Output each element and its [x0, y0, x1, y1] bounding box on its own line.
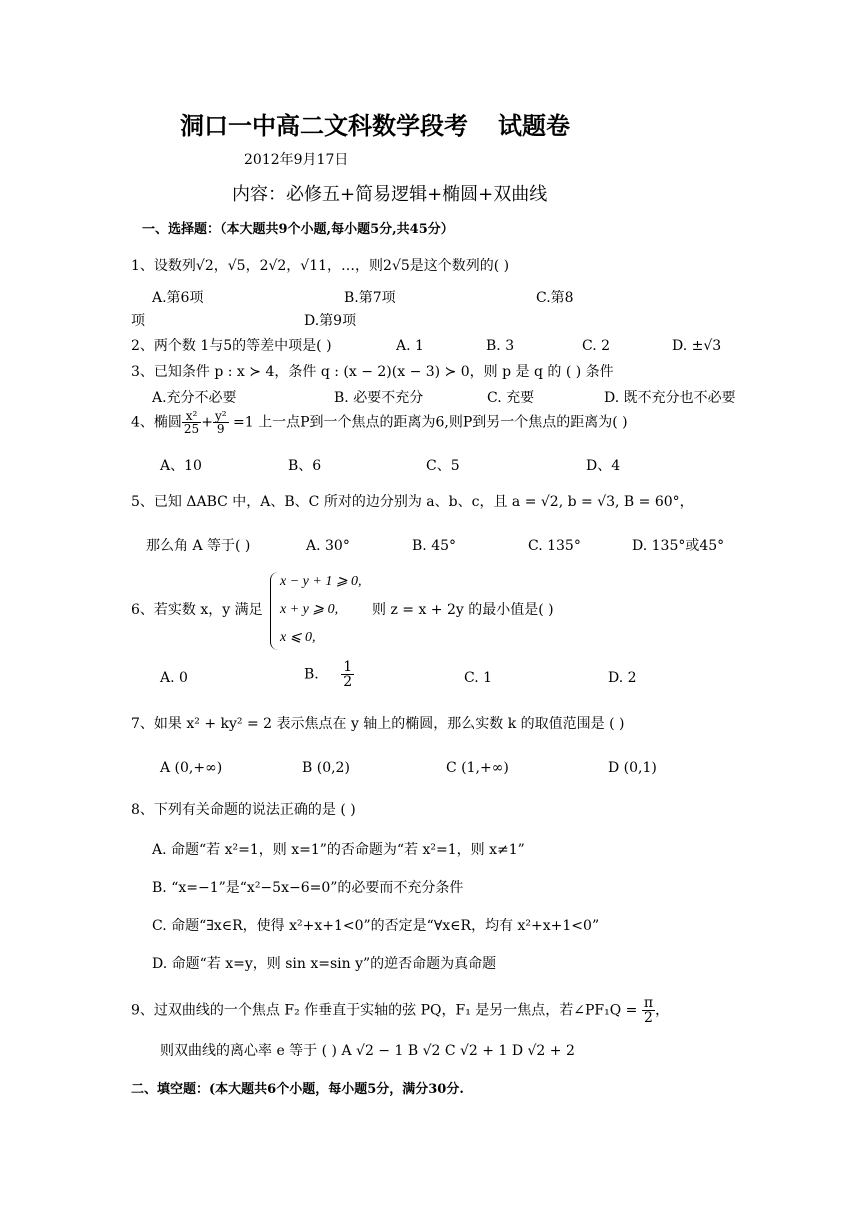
- question-5-option-c: C. 135°: [528, 538, 581, 554]
- question-4-prefix: 4、椭圆: [131, 414, 182, 431]
- question-6-brace: [270, 572, 279, 650]
- question-6-constraint-2: x + y ⩾ 0,: [280, 602, 339, 617]
- question-9-fraction: $\frac{\pi}{2}$: [643, 995, 654, 1026]
- exam-content-scope: 内容：必修五+简易逻辑+椭圆+双曲线: [232, 184, 548, 205]
- question-5-stem: 5、已知 ΔABC 中，A、B、C 所对的边分别为 a、b、c，且 a = √2, b = √3, B = 60°，: [131, 494, 694, 510]
- question-7-option-a: A (0,+∞): [160, 760, 223, 776]
- question-7-option-c: C (1,+∞): [446, 760, 509, 776]
- question-9-stem-end: ，: [655, 1002, 670, 1019]
- question-1-option-c-wrap: 项: [131, 313, 145, 329]
- question-8-option-b: B. “x=−1”是“x²−5x−6=0”的必要而不充分条件: [152, 880, 464, 896]
- question-4-stem: [131, 410, 628, 435]
- question-5-option-d: D. 135°或45°: [632, 538, 725, 554]
- question-4-fraction-x: $\frac{\text{x²}}{25}$: [183, 409, 200, 436]
- question-1-stem: 1、设数列√2，√5，2√2，√11，…，则2√5是这个数列的( ): [131, 258, 510, 274]
- question-3-stem: 3、已知条件 p : x ≻ 4，条件 q : (x − 2)(x − 3) ≻ 0，则 p 是 q 的 ( ) 条件: [131, 364, 614, 380]
- question-6-option-a: A. 0: [160, 670, 188, 686]
- question-6-option-b-label: B.: [304, 666, 319, 683]
- question-7-stem: 7、如果 x² + ky² = 2 表示焦点在 y 轴上的椭圆，那么实数 k 的取值范围是 ( ): [131, 716, 625, 732]
- question-4-option-a: A、10: [160, 458, 202, 474]
- question-6-option-b: [304, 660, 354, 689]
- question-3-option-a: A.充分不必要: [152, 390, 237, 406]
- question-1-option-c: C.第8: [536, 290, 574, 306]
- question-6-suffix: 则 z = x + 2y 的最小值是( ): [372, 602, 554, 618]
- question-6-prefix: 6、若实数 x，y 满足: [131, 602, 263, 618]
- question-7-option-d: D (0,1): [608, 760, 657, 776]
- question-5-option-a: A. 30°: [306, 538, 350, 554]
- question-9-line2: 则双曲线的离心率 e 等于 ( ) A √2 − 1 B √2 C √2 + 1 D √2 + 2: [160, 1043, 575, 1059]
- question-2-option-b: B. 3: [486, 338, 515, 354]
- title-main: 洞口一中高二文科数学段考: [180, 111, 468, 140]
- question-3-option-c: C. 充要: [487, 390, 535, 406]
- question-4-option-b: B、6: [288, 458, 322, 474]
- question-6-option-b-fraction: $\frac{1}{2}$: [343, 659, 353, 690]
- question-8-option-d: D. 命题“若 x=y，则 sin x=sin y”的逆否命题为真命题: [152, 956, 497, 972]
- question-2-option-c: C. 2: [582, 338, 611, 354]
- question-4-suffix: =1 上一点P到一个焦点的距离为6,则P到另一个焦点的距离为( ): [232, 414, 628, 431]
- question-4-plus: +: [201, 414, 213, 431]
- question-6-option-c: C. 1: [464, 670, 493, 686]
- exam-date: 2012年9月17日: [244, 152, 349, 168]
- question-6-constraint-3: x ⩽ 0,: [280, 630, 316, 645]
- question-4-option-d: D、4: [586, 458, 621, 474]
- question-4-option-c: C、5: [426, 458, 460, 474]
- question-1-option-a: A.第6项: [152, 290, 204, 306]
- question-1-option-d: D.第9项: [304, 313, 357, 329]
- exam-title: [180, 112, 570, 141]
- question-1-option-b: B.第7项: [344, 290, 396, 306]
- question-4-fraction-y: $\frac{\text{y²}}{9}$: [214, 409, 227, 436]
- question-9-stem-text: 9、过双曲线的一个焦点 F₂ 作垂直于实轴的弦 PQ，F₁ 是另一焦点，若∠PF₁Q =: [131, 1002, 638, 1019]
- question-2-option-a: A. 1: [396, 338, 424, 354]
- question-8-option-c: C. 命题“∃x∈R，使得 x²+x+1<0”的否定是“∀x∈R，均有 x²+x+1<0”: [152, 918, 600, 934]
- section-heading-fill-in: 二、填空题：(本大题共6个小题，每小题5分，满分30分.: [131, 1082, 464, 1097]
- question-8-stem: 8、下列有关命题的说法正确的是 ( ): [131, 802, 356, 818]
- question-9-stem: [131, 996, 669, 1025]
- question-6-option-d: D. 2: [608, 670, 637, 686]
- question-6-constraint-1: x − y + 1 ⩾ 0,: [280, 574, 362, 589]
- section-heading-choice: 一、选择题：（本大题共9个小题,每小题5分,共45分）: [142, 222, 454, 237]
- question-3-option-b: B. 必要不充分: [334, 390, 424, 406]
- question-2-option-d: D. ±√3: [672, 338, 722, 354]
- question-3-option-d: D. 既不充分也不必要: [604, 390, 736, 406]
- question-5-line2: 那么角 A 等于( ): [146, 538, 251, 554]
- question-7-option-b: B (0,2): [302, 760, 350, 776]
- question-8-option-a: A. 命题“若 x²=1，则 x=1”的否命题为“若 x²=1，则 x≠1”: [152, 842, 525, 858]
- title-suffix: 试题卷: [498, 111, 570, 140]
- question-5-option-b: B. 45°: [412, 538, 457, 554]
- question-2-stem: 2、两个数 1与5的等差中项是( ): [131, 338, 332, 354]
